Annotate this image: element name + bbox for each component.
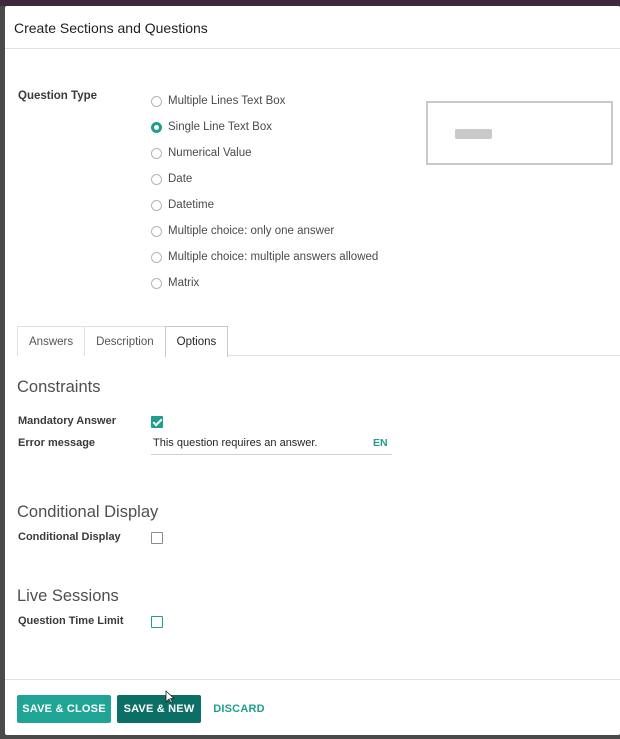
conditional-display-checkbox[interactable] (151, 532, 163, 544)
question-time-limit-label: Question Time Limit (18, 615, 124, 627)
question-type-label: Question Type (18, 90, 98, 102)
radio-label[interactable]: Single Line Text Box (168, 121, 272, 133)
discard-button[interactable]: DISCARD (213, 703, 265, 715)
conditional-display-label: Conditional Display (18, 531, 121, 543)
dialog-title: Create Sections and Questions (14, 20, 208, 36)
tab-options[interactable]: Options (165, 326, 229, 357)
radio-option-multiple-choice[interactable] (151, 244, 378, 270)
tab-answers[interactable]: Answers (17, 326, 85, 356)
radio-label[interactable]: Multiple Lines Text Box (168, 95, 286, 107)
radio-button-selected[interactable] (151, 122, 162, 133)
radio-button[interactable] (151, 278, 162, 289)
mouse-cursor-icon (165, 690, 175, 704)
tab-description[interactable]: Description (84, 326, 166, 356)
question-type-radio-group (151, 88, 378, 296)
error-message-label: Error message (18, 437, 96, 449)
create-question-dialog (5, 6, 620, 735)
save-and-close-button[interactable]: SAVE & CLOSE (17, 695, 111, 723)
text-box-preview-icon (455, 129, 492, 139)
radio-button[interactable] (151, 174, 162, 185)
question-type-preview (426, 101, 613, 165)
radio-label[interactable]: Date (168, 173, 193, 185)
question-time-limit-checkbox[interactable] (151, 616, 163, 628)
radio-label[interactable]: Numerical Value (168, 147, 252, 159)
radio-option-datetime[interactable] (151, 192, 378, 218)
mandatory-answer-label: Mandatory Answer (18, 415, 117, 427)
radio-button[interactable] (151, 148, 162, 159)
radio-button[interactable] (151, 226, 162, 237)
conditional-display-heading: Conditional Display (17, 503, 159, 521)
mandatory-answer-checkbox[interactable] (151, 416, 163, 428)
radio-button[interactable] (151, 200, 162, 211)
dialog-footer (5, 679, 620, 735)
radio-label[interactable]: Multiple choice: multiple answers allowed (168, 251, 379, 263)
tab-bar (17, 326, 620, 356)
radio-button[interactable] (151, 96, 162, 107)
radio-option-matrix[interactable] (151, 270, 378, 296)
radio-label[interactable]: Multiple choice: only one answer (168, 225, 335, 237)
save-and-new-button[interactable]: SAVE & NEW (117, 695, 201, 723)
radio-label[interactable]: Matrix (168, 277, 200, 289)
radio-label[interactable]: Datetime (168, 199, 215, 211)
constraints-heading: Constraints (17, 378, 101, 396)
dialog-header (5, 6, 620, 49)
live-sessions-heading: Live Sessions (17, 587, 119, 605)
radio-option-multiple-lines[interactable] (151, 88, 378, 114)
radio-option-numerical[interactable] (151, 140, 378, 166)
radio-button[interactable] (151, 252, 162, 263)
radio-option-single-choice[interactable] (151, 218, 378, 244)
error-message-input[interactable]: This question requires an answer. (151, 434, 392, 455)
radio-option-single-line[interactable] (151, 114, 378, 140)
language-button[interactable]: EN (373, 437, 388, 449)
radio-option-date[interactable] (151, 166, 378, 192)
